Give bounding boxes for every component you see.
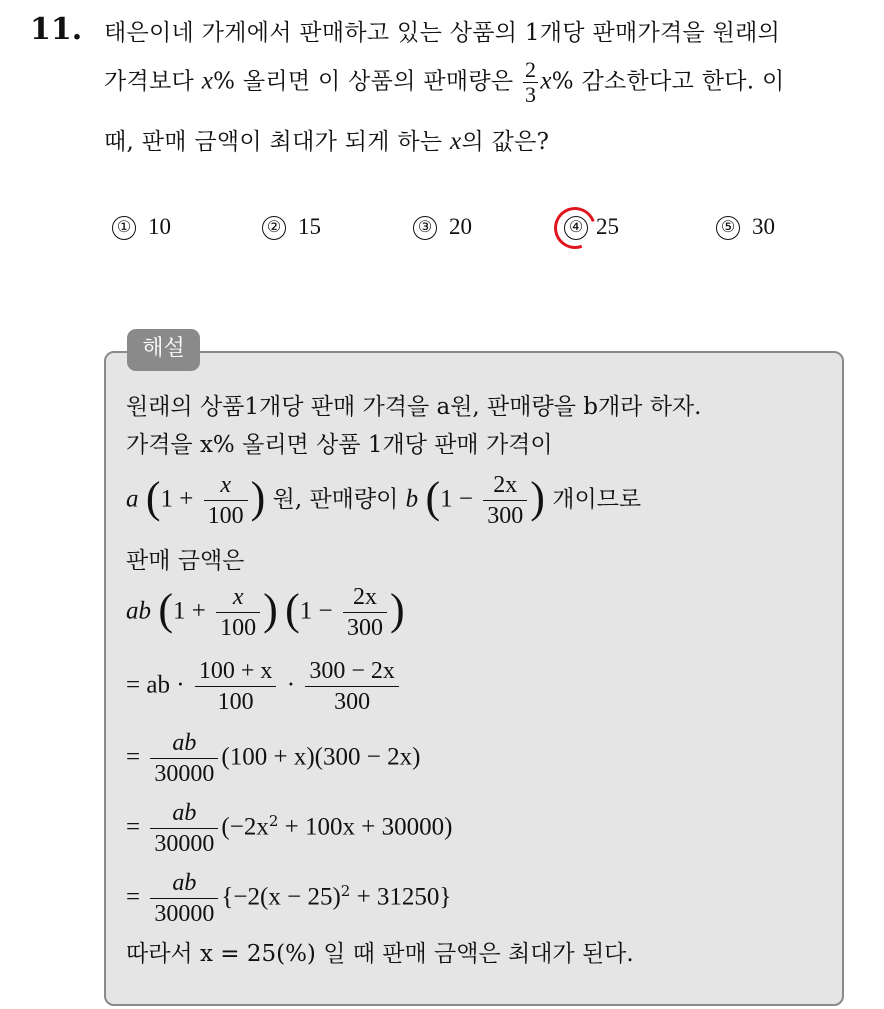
solution-line-2: 가격을 x% 올리면 상품 1개당 판매 가격이 [126,432,553,458]
solution-conclusion: 따라서 x = 25(%) 일 때 판매 금액은 최대가 된다. [126,941,634,967]
equation-3: = $\frac{ab}{30000}$ (100 + x)(300 − 2x) [126,730,421,787]
fraction-2x-over-300: $\frac{2x}{300}$ [483,470,527,531]
solution-line-4: 판매 금액은 [126,548,245,574]
solution-line-3: a (1 + $\frac{x}{100}$ ) 원, 판매량이 b (1 − $\frac{2x}{300}$ ) 개이므로 [126,472,642,529]
question-line-3: 때, 판매 금액이 최대가 되게 하는 x의 값은? [104,128,550,155]
choice-5[interactable]: ⑤ 30 [716,214,775,240]
equation-1: ab (1 + $\frac{x}{100}$ ) (1 − $\frac{2x}{300}$ ) [126,584,405,641]
equation-2: = ab · $\frac{100 + x}{100}$ · $\frac{300 - 2x}{300}$ [126,656,402,717]
answer-circle-mark [547,200,603,256]
fraction-two-thirds: $\frac{2}{3}$ [525,57,537,107]
fraction-x-over-100: $\frac{x}{100}$ [204,470,248,531]
choice-3[interactable]: ③ 20 [413,214,472,240]
choice-4[interactable]: ④ 25 [564,214,619,240]
choice-1[interactable]: ① 10 [112,214,171,240]
equation-4: = $\frac{ab}{30000}$ $(-2x^2 + 100x + 30000)$ [126,800,453,857]
question-line-1: 태은이네 가게에서 판매하고 있는 상품의 1개당 판매가격을 원래의 [104,20,781,46]
solution-line-1: 원래의 상품1개당 판매 가격을 a원, 판매량을 b개라 하자. [126,394,702,420]
question-number: 11. [30,12,83,47]
question-line-2: 가격보다 x% 올리면 이 상품의 판매량은 $\frac{2}{3}$ x% 감소한다고 한다. 이 [104,57,785,107]
choice-2[interactable]: ② 15 [262,214,321,240]
solution-tag: 해설 [127,329,200,371]
equation-5: = $\frac{ab}{30000}$ $\{-2(x - 25)^2 + 31250\}$ [126,870,452,927]
